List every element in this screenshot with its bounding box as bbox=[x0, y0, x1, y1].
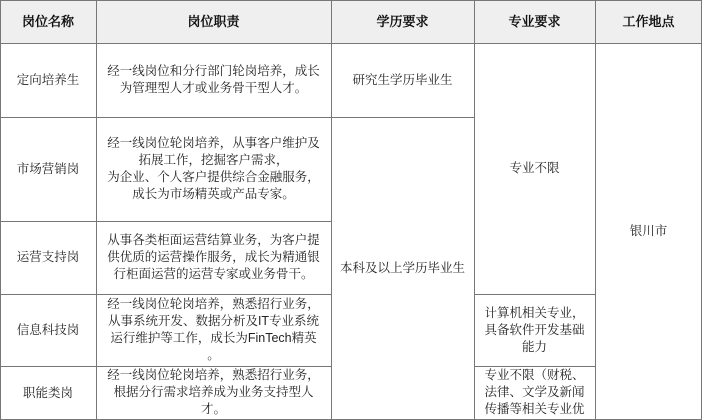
grid-line bbox=[0, 43, 702, 44]
major-line: 专业不限（财税、 bbox=[484, 368, 585, 382]
grid-line bbox=[474, 0, 475, 420]
header-major: 专业要求 bbox=[474, 0, 595, 43]
major-line: 具备软件开发基础 bbox=[484, 322, 585, 337]
grid-line bbox=[96, 0, 97, 420]
education-cell: 本科及以上学历毕业生 bbox=[339, 261, 465, 275]
duty-line: 行柜面运营的运营专家或业务骨干。 bbox=[113, 267, 314, 281]
duty-cell bbox=[96, 221, 331, 294]
grid-line bbox=[474, 366, 595, 367]
grid-line bbox=[0, 221, 331, 222]
duty-line: 。 bbox=[207, 348, 220, 362]
position-name-cell: 运营支持岗 bbox=[16, 250, 80, 264]
major-line: 法律、文学及新闻 bbox=[484, 385, 585, 399]
grid-line bbox=[0, 0, 1, 420]
grid-line bbox=[0, 117, 474, 118]
grid-line bbox=[0, 294, 331, 295]
grid-line bbox=[474, 294, 595, 295]
grid-line bbox=[0, 366, 331, 367]
duty-line: 为管理型人才或业务骨干型人才。 bbox=[119, 81, 308, 95]
location-cell: 银川市 bbox=[629, 224, 668, 238]
education-cell: 研究生学历毕业生 bbox=[352, 72, 453, 87]
header-location: 工作地点 bbox=[595, 0, 702, 43]
duty-line: 成长为市场精英或产品专家。 bbox=[132, 187, 295, 201]
header-duties: 岗位职责 bbox=[96, 0, 331, 43]
duty-line: 经一线岗位轮岗培养，熟悉招行业务， bbox=[107, 297, 320, 311]
duty-cell bbox=[96, 366, 331, 420]
major-line: 能力 bbox=[521, 339, 547, 354]
major-line: 传播等相关专业优 bbox=[484, 402, 585, 416]
header-position-name: 岗位名称 bbox=[0, 0, 96, 43]
duty-line: 从事各类柜面运营结算业务，为客户提 bbox=[107, 233, 320, 247]
header-education: 学历要求 bbox=[331, 0, 474, 43]
duty-line: 为企业、个人客户提供综合金融服务， bbox=[107, 170, 320, 184]
major-line: 计算机相关专业， bbox=[484, 305, 585, 320]
grid-line bbox=[595, 0, 596, 420]
duty-line: 拓展工作，挖掘客户需求， bbox=[138, 153, 289, 167]
duty-cell bbox=[96, 294, 331, 366]
major-cell: 专业不限 bbox=[509, 161, 560, 175]
duty-cell bbox=[96, 117, 331, 221]
position-name-cell: 定向培养生 bbox=[16, 72, 80, 87]
grid-line bbox=[0, 0, 702, 1]
position-name-cell: 职能类岗 bbox=[22, 385, 73, 400]
duty-line: 运行维护等工作，成长为FinTech精英 bbox=[110, 331, 317, 345]
position-name-cell: 市场营销岗 bbox=[16, 161, 80, 176]
major-cell bbox=[474, 366, 595, 420]
position-name-cell: 信息科技岗 bbox=[16, 322, 80, 337]
duty-line: 经一线岗位轮岗培养，从事客户维护及 bbox=[107, 136, 320, 150]
duty-line: 经一线岗位轮岗培养，熟悉招行业务， bbox=[107, 368, 320, 382]
duty-line: 根据分行需求培养成为业务支持型人才。 bbox=[113, 385, 314, 416]
duty-cell bbox=[96, 43, 331, 117]
duty-line: 经一线岗位和分行部门轮岗培养，成长 bbox=[107, 64, 320, 78]
duty-line: 从事系统开发、数据分析及IT专业系统 bbox=[107, 314, 320, 328]
major-cell bbox=[474, 294, 595, 366]
duty-line: 供优质的运营操作服务，成长为精通银 bbox=[107, 250, 320, 264]
grid-line bbox=[331, 0, 332, 420]
